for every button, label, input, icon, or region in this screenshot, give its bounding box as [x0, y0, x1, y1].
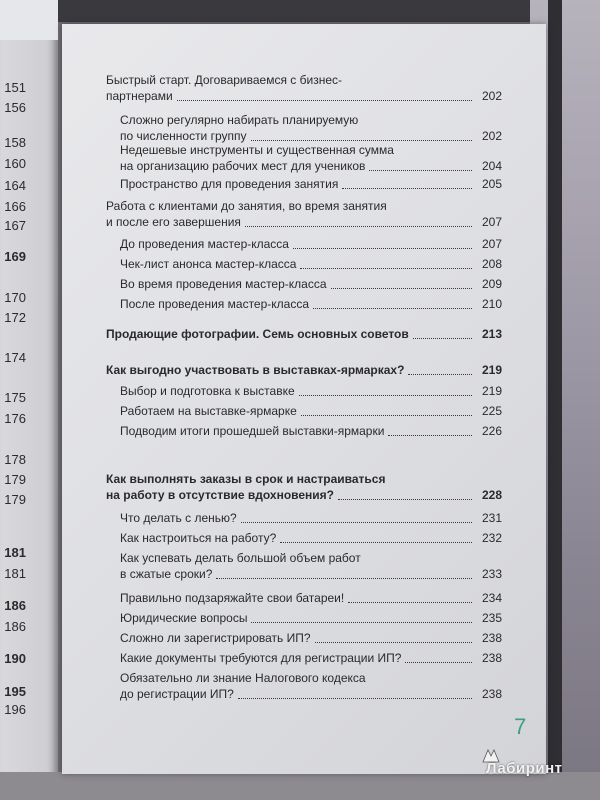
toc-page-number: 205: [481, 177, 502, 191]
toc-entry-title: Работаем на выставке-ярмарке: [120, 404, 297, 418]
toc-entry-title: Как выполнять заказы в срок и настраиваться: [106, 472, 386, 486]
toc-entry: [106, 362, 502, 378]
toc-page-number: 226: [481, 424, 502, 438]
toc-entry: [120, 590, 502, 606]
toc-page-number: 204: [481, 159, 502, 173]
dot-leader: [293, 248, 472, 249]
toc-entry: [120, 670, 502, 702]
toc-entry-title: Во время проведения мастер-класса: [120, 277, 327, 291]
dot-leader: [245, 226, 472, 227]
dot-leader: [301, 415, 472, 416]
toc-entry-title: на работу в отсутствие вдохновения?: [106, 488, 334, 502]
toc-entry: [120, 236, 502, 252]
toc-entry-title: до регистрации ИП?: [120, 687, 234, 701]
toc-page-number: 238: [481, 687, 502, 701]
toc-entry: [120, 276, 502, 292]
toc-entry-title: Чек-лист анонса мастер-класса: [120, 257, 297, 271]
dot-leader: [331, 288, 472, 289]
dot-leader: [388, 435, 472, 436]
toc-entry-title: Как настроиться на работу?: [120, 531, 277, 545]
dot-leader: [338, 499, 472, 500]
toc-entry-title: Правильно подзаряжайте свои батареи!: [120, 591, 345, 605]
toc-page-number: 219: [481, 384, 502, 398]
dot-leader: [216, 578, 472, 579]
toc-entry: [120, 630, 502, 646]
dot-leader: [405, 662, 472, 663]
toc-page-number: 234: [481, 591, 502, 605]
toc-entry-title: Продающие фотографии. Семь основных советов: [106, 327, 409, 341]
toc-page-number: 207: [481, 215, 502, 229]
toc-entry: [120, 650, 502, 666]
dot-leader: [315, 642, 472, 643]
left-page-number: 170: [4, 290, 26, 305]
toc-entry: [120, 550, 502, 582]
toc-entry: [106, 471, 502, 503]
left-page-number: 158: [4, 135, 26, 150]
dot-leader: [241, 522, 472, 523]
dot-leader: [348, 602, 472, 603]
toc-entry: [120, 610, 502, 626]
toc-page-number: 202: [481, 89, 502, 103]
dot-leader: [413, 338, 472, 339]
dot-leader: [369, 170, 472, 171]
left-page-number: 151: [4, 80, 26, 95]
left-page-number: 176: [4, 411, 26, 426]
dot-leader: [251, 622, 472, 623]
toc-entry-title: Сложно ли зарегистрировать ИП?: [120, 631, 311, 645]
left-page-number: 181: [4, 566, 26, 581]
toc-entry: [120, 383, 502, 399]
toc-entry-title: Что делать с ленью?: [120, 511, 237, 525]
left-page-number: 169: [4, 249, 26, 264]
previous-page-numbers: [0, 0, 58, 800]
left-page-number: 190: [4, 651, 26, 666]
left-page-number: 164: [4, 178, 26, 193]
toc-page-number: 238: [481, 631, 502, 645]
toc-entry-title: Как выгодно участвовать в выставках-ярмарках?: [106, 363, 405, 377]
toc-entry: [120, 112, 502, 144]
book-edge: [548, 0, 562, 800]
dot-leader: [408, 374, 472, 375]
left-page-number: 172: [4, 310, 26, 325]
toc-page-number: 210: [481, 297, 502, 311]
toc-entry-title: партнерами: [106, 89, 173, 103]
toc-entry-title: Пространство для проведения занятия: [120, 177, 339, 191]
left-page-number: 167: [4, 218, 26, 233]
toc-entry: [106, 72, 502, 104]
left-page-number: 195: [4, 684, 26, 699]
toc-page-number: 208: [481, 257, 502, 271]
dot-leader: [238, 698, 472, 699]
left-page-number: 156: [4, 100, 26, 115]
toc-entry: [120, 142, 502, 174]
toc-page-number: 213: [481, 327, 502, 341]
toc-entry-title: Сложно регулярно набирать планируемую: [120, 113, 359, 127]
toc-page-number: 209: [481, 277, 502, 291]
toc-entry: [120, 256, 502, 272]
toc-entry: [106, 198, 502, 230]
left-page-number: 178: [4, 452, 26, 467]
toc-entry-title: по численности группу: [120, 129, 247, 143]
toc-page-number: 228: [481, 488, 502, 502]
left-page-number: 179: [4, 492, 26, 507]
dot-leader: [300, 268, 472, 269]
toc-entry-title: Недешевые инструменты и существенная сумма: [120, 143, 394, 157]
toc-entry: [120, 403, 502, 419]
left-page-number: 186: [4, 598, 26, 613]
toc-entry-title: в сжатые сроки?: [120, 567, 213, 581]
toc-page-number: 232: [481, 531, 502, 545]
toc-entry-title: Обязательно ли знание Налогового кодекса: [120, 671, 366, 685]
toc-entry-title: Работа с клиентами до занятия, во время занятия: [106, 199, 387, 213]
toc-entry: [120, 530, 502, 546]
left-page-number: 196: [4, 702, 26, 717]
toc-entry: [120, 510, 502, 526]
page-number: 7: [514, 714, 527, 739]
toc-entry-title: Какие документы требуются для регистрации ИП?: [120, 651, 402, 665]
toc-page-number: 219: [481, 363, 502, 377]
toc-page-number: 225: [481, 404, 502, 418]
left-page-number: 179: [4, 472, 26, 487]
toc-page-number: 233: [481, 567, 502, 581]
toc-entry-title: и после его завершения: [106, 215, 241, 229]
toc-entry-title: на организацию рабочих мест для учеников: [120, 159, 366, 173]
toc-entry: [120, 296, 502, 312]
toc-entry: [120, 176, 502, 192]
toc-page-number: 238: [481, 651, 502, 665]
left-page-number: 166: [4, 199, 26, 214]
left-page-number: 181: [4, 545, 26, 560]
left-page-number: 160: [4, 156, 26, 171]
toc-entry-title: Подводим итоги прошедшей выставки-ярмарки: [120, 424, 385, 438]
toc-page-number: 235: [481, 611, 502, 625]
toc-entry-title: После проведения мастер-класса: [120, 297, 310, 311]
toc-entry: [120, 423, 502, 439]
dot-leader: [251, 140, 472, 141]
left-page-number: 174: [4, 350, 26, 365]
toc-entry-title: Выбор и подготовка к выставке: [120, 384, 295, 398]
contents-page: [62, 24, 546, 774]
publisher-watermark: Лабиринт: [486, 760, 563, 777]
toc-page-number: 231: [481, 511, 502, 525]
background-top: [58, 0, 548, 22]
dot-leader: [299, 395, 472, 396]
dot-leader: [280, 542, 472, 543]
toc-entry-title: Юридические вопросы: [120, 611, 248, 625]
toc-entry-title: Как успевать делать большой объем работ: [120, 551, 361, 565]
toc-entry-title: Быстрый старт. Договариваемся с бизнес-: [106, 73, 343, 87]
left-page-number: 175: [4, 390, 26, 405]
dot-leader: [313, 308, 472, 309]
toc-entry: [106, 326, 502, 342]
dot-leader: [177, 100, 472, 101]
dot-leader: [342, 188, 472, 189]
toc-entry-title: До проведения мастер-класса: [120, 237, 289, 251]
toc-page-number: 202: [481, 129, 502, 143]
table-of-contents: [62, 24, 546, 774]
toc-page-number: 207: [481, 237, 502, 251]
left-page-number: 186: [4, 619, 26, 634]
